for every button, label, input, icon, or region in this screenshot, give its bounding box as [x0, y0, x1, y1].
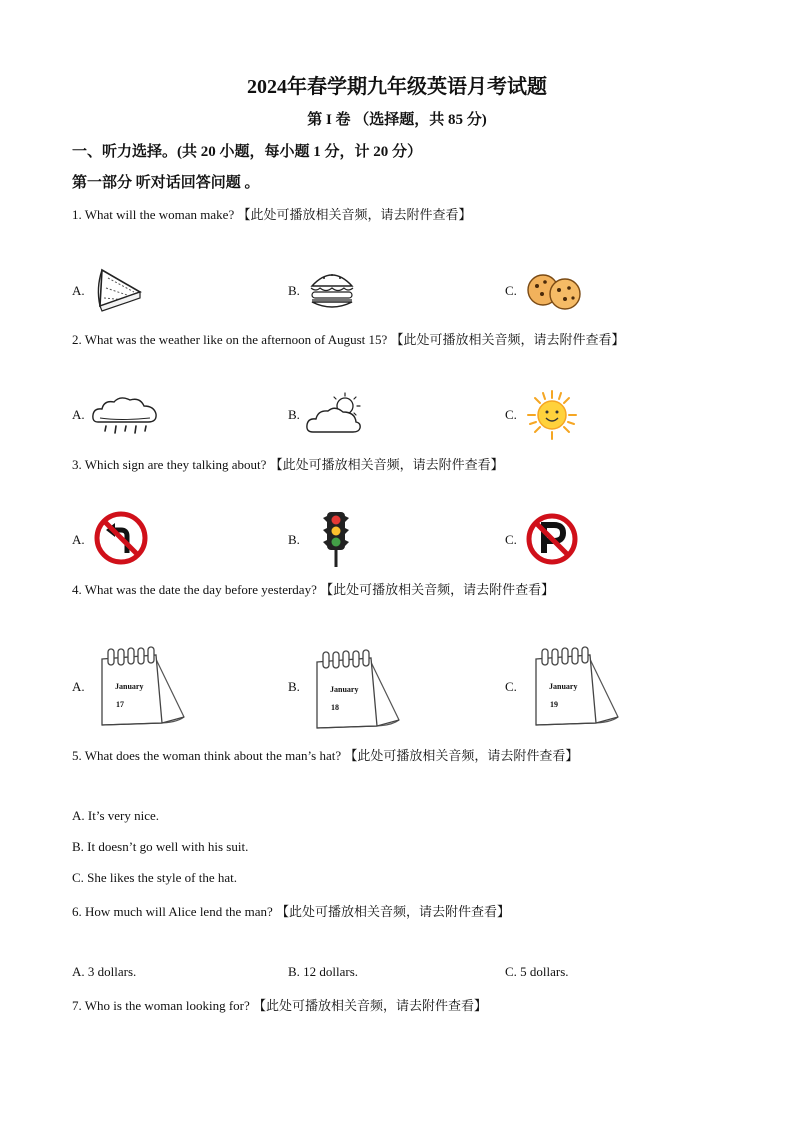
option-letter: B. [288, 532, 300, 547]
rain-cloud-icon [90, 394, 160, 438]
answer-option: B. 12 dollars. [288, 964, 359, 979]
option-letter: B. [288, 679, 300, 694]
answer-option: C. 5 dollars. [505, 964, 569, 979]
no-left-turn-sign-icon [94, 511, 148, 565]
answer-option: B. It doesn’t go well with his suit. [72, 839, 249, 854]
option-letter: C. [505, 532, 517, 547]
option-letter: C. [505, 679, 517, 694]
calendar-icon [530, 645, 622, 727]
calendar-month: January [549, 682, 578, 691]
page-title: 2024年春学期九年级英语月考试题 [247, 76, 547, 98]
option-letter: B. [288, 283, 300, 298]
calendar-icon [311, 648, 403, 730]
option-letter: C. [505, 407, 517, 422]
calendar-day: 19 [550, 700, 558, 709]
page-subtitle: 第 I 卷 （选择题，共 85 分) [307, 112, 487, 128]
option-letter: A. [72, 532, 85, 547]
option-letter: A. [72, 407, 85, 422]
sandwich-icon [92, 266, 146, 312]
section-heading: 一、听力选择。(共 20 小题，每小题 1 分，计 20 分） [72, 144, 422, 160]
question-7: 7. Who is the woman looking for? 【此处可播放相关音频，请去附件查看】 [72, 998, 488, 1013]
answer-option: C. She likes the style of the hat. [72, 870, 238, 885]
calendar-month: January [115, 682, 144, 691]
calendar-day: 17 [116, 700, 124, 709]
question-4: 4. What was the date the day before yesterday? 【此处可播放相关音频，请去附件查看】 [72, 582, 555, 597]
calendar-day: 18 [331, 703, 339, 712]
no-parking-sign-icon [526, 513, 578, 565]
calendar-month: January [330, 685, 359, 694]
option-letter: A. [72, 679, 85, 694]
part-heading: 第一部分 听对话回答问题 。 [72, 175, 260, 191]
answer-option: A. 3 dollars. [72, 964, 137, 979]
question-2: 2. What was the weather like on the afternoon of August 15? 【此处可播放相关音频，请去附件查看】 [72, 332, 625, 347]
question-5: 5. What does the woman think about the man’s hat? 【此处可播放相关音频，请去附件查看】 [72, 748, 579, 763]
question-3: 3. Which sign are they talking about? 【此处可播放相关音频，请去附件查看】 [72, 457, 504, 472]
option-letter: C. [505, 283, 517, 298]
question-6: 6. How much will Alice lend the man? 【此处可播放相关音频，请去附件查看】 [72, 904, 510, 919]
cookies-icon [525, 272, 583, 310]
calendar-icon [96, 645, 188, 727]
option-letter: B. [288, 407, 300, 422]
burger-icon [308, 268, 356, 310]
question-1: 1. What will the woman make? 【此处可播放相关音频，请去附件查看】 [72, 207, 472, 222]
traffic-light-icon [322, 510, 350, 568]
sun-icon [526, 389, 578, 441]
partly-cloudy-icon [305, 392, 363, 436]
option-letter: A. [72, 283, 85, 298]
answer-option: A. It’s very nice. [72, 808, 160, 823]
